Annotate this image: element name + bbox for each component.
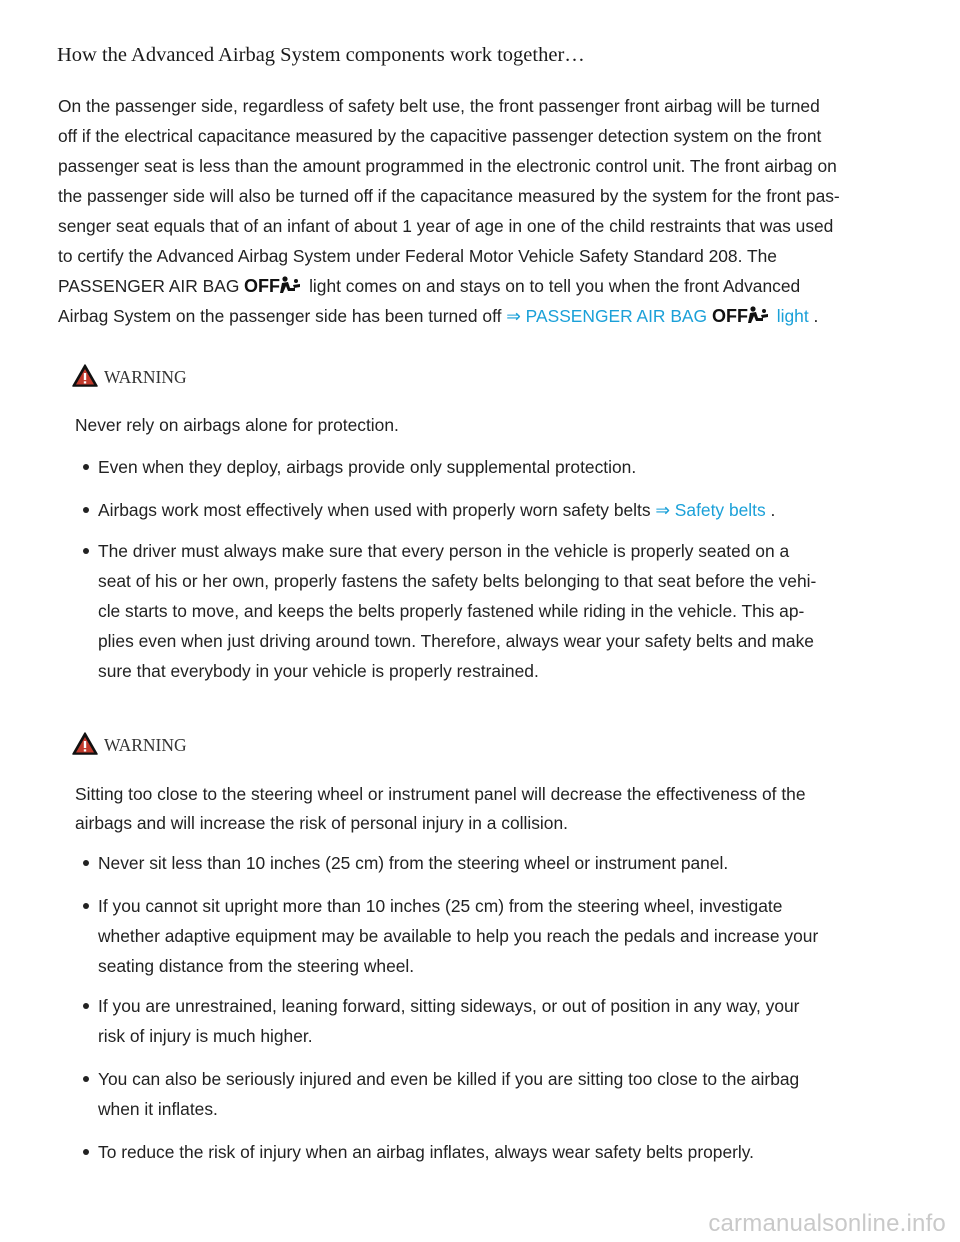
bullet-line: Even when they deploy, airbags provide only supplemental protection. bbox=[98, 457, 637, 477]
safety-belts-link[interactable]: ⇒ Safety belts bbox=[655, 500, 766, 520]
warning-triangle-icon bbox=[72, 364, 98, 387]
bullet-line: Never sit less than 10 inches (25 cm) from the steering wheel or instrument panel. bbox=[98, 853, 729, 873]
intro-line: passenger seat is less than the amount programmed in the electronic control unit. The front airbag on bbox=[58, 156, 837, 176]
intro-line7-post: light comes on and stays on to tell you when the front Advanced bbox=[309, 276, 801, 296]
passenger-air-bag-light-link[interactable] bbox=[506, 306, 813, 326]
watermark: carmanualsonline.info bbox=[708, 1210, 946, 1237]
off-icon-text: OFF bbox=[711, 306, 748, 325]
warning-intro-line: Never rely on airbags alone for protection. bbox=[75, 415, 399, 435]
section-heading: How the Advanced Airbag System components work together… bbox=[57, 44, 585, 66]
bullet-text: Airbags work most effectively when used with properly worn safety belts bbox=[98, 500, 651, 520]
bullet-line: plies even when just driving around town. Therefore, always wear your safety belts and make bbox=[98, 631, 814, 651]
off-icon-text: OFF bbox=[244, 276, 281, 295]
bullet-line: sure that everybody in your vehicle is properly restrained. bbox=[98, 661, 539, 681]
warning-intro bbox=[75, 411, 905, 440]
bullet-line bbox=[98, 495, 898, 525]
bullet-dot bbox=[83, 507, 89, 513]
intro-line bbox=[58, 301, 918, 331]
bullet-line: seating distance from the steering wheel. bbox=[98, 956, 415, 976]
bullet-line: risk of injury is much higher. bbox=[98, 1026, 313, 1046]
bullet-dot bbox=[83, 1003, 89, 1009]
bullet-dot bbox=[83, 860, 89, 866]
link-text[interactable]: light bbox=[776, 306, 809, 326]
bullet-line: The driver must always make sure that every person in the vehicle is properly seated on a bbox=[98, 541, 790, 561]
bullet-dot bbox=[83, 464, 89, 470]
bullet-line: If you cannot sit upright more than 10 inches (25 cm) from the steering wheel, investigate bbox=[98, 896, 783, 916]
warning-label: WARNING bbox=[104, 735, 187, 755]
bullet-dot bbox=[83, 1076, 89, 1082]
warning-intro-line: Sitting too close to the steering wheel or instrument panel will decrease the effectiveness of the bbox=[75, 784, 806, 804]
warning-intro-line: airbags and will increase the risk of personal injury in a collision. bbox=[75, 813, 568, 833]
intro-line8-pre: Airbag System on the passenger side has been turned off bbox=[58, 306, 502, 326]
link-text[interactable]: ⇒ PASSENGER AIR BAG bbox=[506, 306, 708, 326]
warning-heading bbox=[72, 732, 187, 756]
intro-line: off if the electrical capacitance measured by the capacitive passenger detection system on the front bbox=[58, 126, 822, 146]
warning-heading bbox=[72, 364, 187, 388]
bullet-line: If you are unrestrained, leaning forward, sitting sideways, or out of position in any way, your bbox=[98, 996, 800, 1016]
bullet-line: seat of his or her own, properly fastens the safety belts belonging to that seat before the vehi- bbox=[98, 571, 817, 591]
intro-paragraph bbox=[58, 91, 918, 331]
bullet-line: when it inflates. bbox=[98, 1099, 218, 1119]
bullet-line: To reduce the risk of injury when an airbag inflates, always wear safety belts properly. bbox=[98, 1142, 755, 1162]
bullet-line: whether adaptive equipment may be available to help you reach the pedals and increase your bbox=[98, 926, 819, 946]
bullet-dot bbox=[83, 1149, 89, 1155]
intro-line8-end: . bbox=[813, 306, 819, 326]
intro-line: On the passenger side, regardless of safety belt use, the front passenger front airbag will be turned bbox=[58, 96, 820, 116]
bullet-line: cle starts to move, and keeps the belts properly fastened while riding in the vehicle. This ap- bbox=[98, 601, 805, 621]
bullet-dot bbox=[83, 903, 89, 909]
warning-intro bbox=[75, 780, 905, 838]
warning-triangle-icon bbox=[72, 732, 98, 755]
bullet-line: You can also be seriously injured and even be killed if you are sitting too close to the airbag bbox=[98, 1069, 800, 1089]
bullet-text: . bbox=[770, 500, 776, 520]
passenger-airbag-off-icon bbox=[244, 275, 304, 295]
warning-label: WARNING bbox=[104, 367, 187, 387]
passenger-airbag-off-icon bbox=[712, 305, 772, 325]
intro-line7-pre: PASSENGER AIR BAG bbox=[58, 276, 240, 296]
intro-line bbox=[58, 271, 918, 301]
intro-line: senger seat equals that of an infant of about 1 year of age in one of the child restraints that was used bbox=[58, 216, 834, 236]
intro-line: to certify the Advanced Airbag System under Federal Motor Vehicle Safety Standard 208. The bbox=[58, 246, 777, 266]
bullet-dot bbox=[83, 548, 89, 554]
intro-line: the passenger side will also be turned off if the capacitance measured by the system for the front pas- bbox=[58, 186, 840, 206]
